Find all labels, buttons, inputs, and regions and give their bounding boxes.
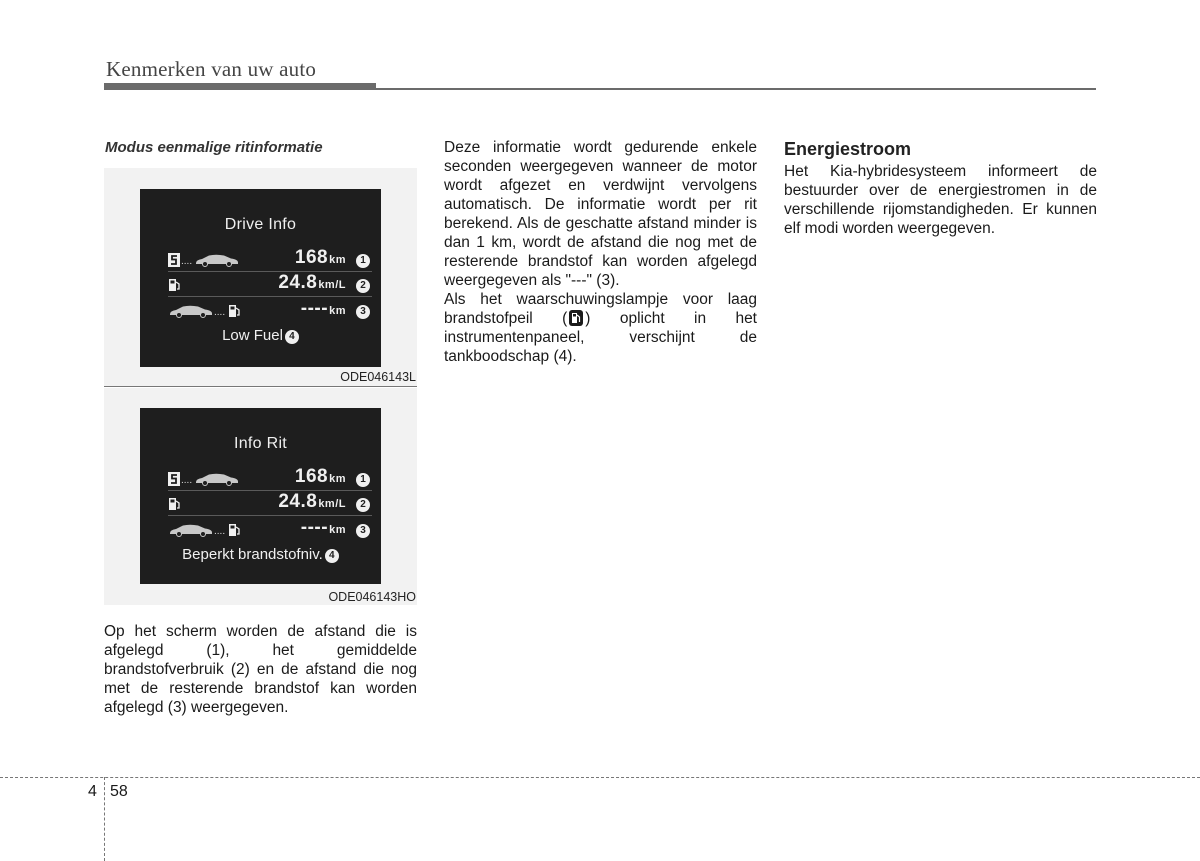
dots: .... (181, 475, 193, 486)
screen-title: Info Rit (233, 435, 288, 452)
marker-1: 1 (356, 473, 370, 487)
page-number: 58 (110, 783, 128, 800)
figure-code: ODE046143L (340, 370, 416, 384)
section-heading: Energiestroom (784, 139, 912, 159)
footer-vertical-dashed-rule (104, 777, 105, 861)
consumption-value: 24.8km/L (278, 491, 346, 512)
middle-paragraph-1: Deze informatie wordt gedurende enkele seconden weergegeven wanneer de motor wordt afgezet en verdwijnt vervolgens automatisch. De informatie wordt per rit berekend. Als de geschatte afstand minder is dan 1 km, wordt de afstand die nog met de resterende brandstof kan worden afgelegd weergegeven als "---" (3). (444, 139, 757, 289)
dots: .... (214, 526, 226, 537)
s-icon (168, 472, 180, 486)
s-icon (168, 253, 180, 267)
right-column (784, 138, 1097, 238)
screen-row-consumption (168, 272, 372, 297)
header-rule-thick (104, 83, 376, 90)
fuel-pump-icon (168, 278, 181, 292)
marker-4: 4 (285, 330, 299, 344)
dots: .... (214, 307, 226, 318)
fuel-pump-icon (228, 523, 241, 537)
range-value: ----km (300, 517, 346, 538)
subheading: Modus eenmalige ritinformatie (105, 139, 323, 156)
header-rule-thin (376, 88, 1096, 90)
marker-3: 3 (356, 305, 370, 319)
middle-paragraph-2: Als het waarschuwingslampje voor laag brandstofpeil ( ) oplicht in het instrumentenpaneel, verschijnt de tankboodschap (4). (444, 291, 757, 365)
left-paragraph: Op het scherm worden de afstand die is afgelegd (1), het gemiddelde brandstofverbruik (2) en de afstand die nog met de resterende brandstof kan worden afgelegd (3) weergegeven. (104, 623, 417, 716)
screen-message: Beperkt brandstofniv. 4 (140, 546, 381, 563)
middle-column (444, 138, 757, 366)
dots: .... (181, 256, 193, 267)
marker-4: 4 (325, 549, 339, 563)
marker-2: 2 (356, 279, 370, 293)
screen-title: Drive Info (224, 216, 297, 233)
screen-message: Low Fuel 4 (140, 327, 381, 344)
fuel-pump-icon (168, 497, 181, 511)
page-header-title: Kenmerken van uw auto (106, 57, 317, 81)
marker-3: 3 (356, 524, 370, 538)
range-value: ----km (300, 298, 346, 319)
chapter-number: 4 (88, 783, 97, 800)
figure-code: ODE046143HO (328, 590, 416, 604)
screen-row-consumption (168, 491, 372, 516)
marker-1: 1 (356, 254, 370, 268)
marker-2: 2 (356, 498, 370, 512)
distance-value: 168km (294, 466, 346, 487)
cluster-screen (140, 408, 381, 584)
car-icon (194, 253, 240, 267)
screen-row-range (168, 298, 372, 322)
car-icon (168, 523, 214, 537)
consumption-value: 24.8km/L (278, 272, 346, 293)
screen-row-distance (168, 466, 372, 491)
fuel-pump-icon (228, 304, 241, 318)
car-icon (194, 472, 240, 486)
figure-drive-info (104, 168, 417, 387)
screen-row-range (168, 517, 372, 541)
figure-info-rit (104, 388, 417, 605)
distance-value: 168km (294, 247, 346, 268)
footer-dashed-rule (0, 777, 1200, 778)
fuel-pump-icon (569, 310, 583, 326)
screen-row-distance (168, 247, 372, 272)
cluster-screen (140, 189, 381, 367)
car-icon (168, 304, 214, 318)
right-paragraph: Het Kia-hybridesysteem informeert de bestuurder over de energiestromen in de verschillende rijomstandigheden. Er kunnen elf modi worden weergegeven. (784, 163, 1097, 237)
